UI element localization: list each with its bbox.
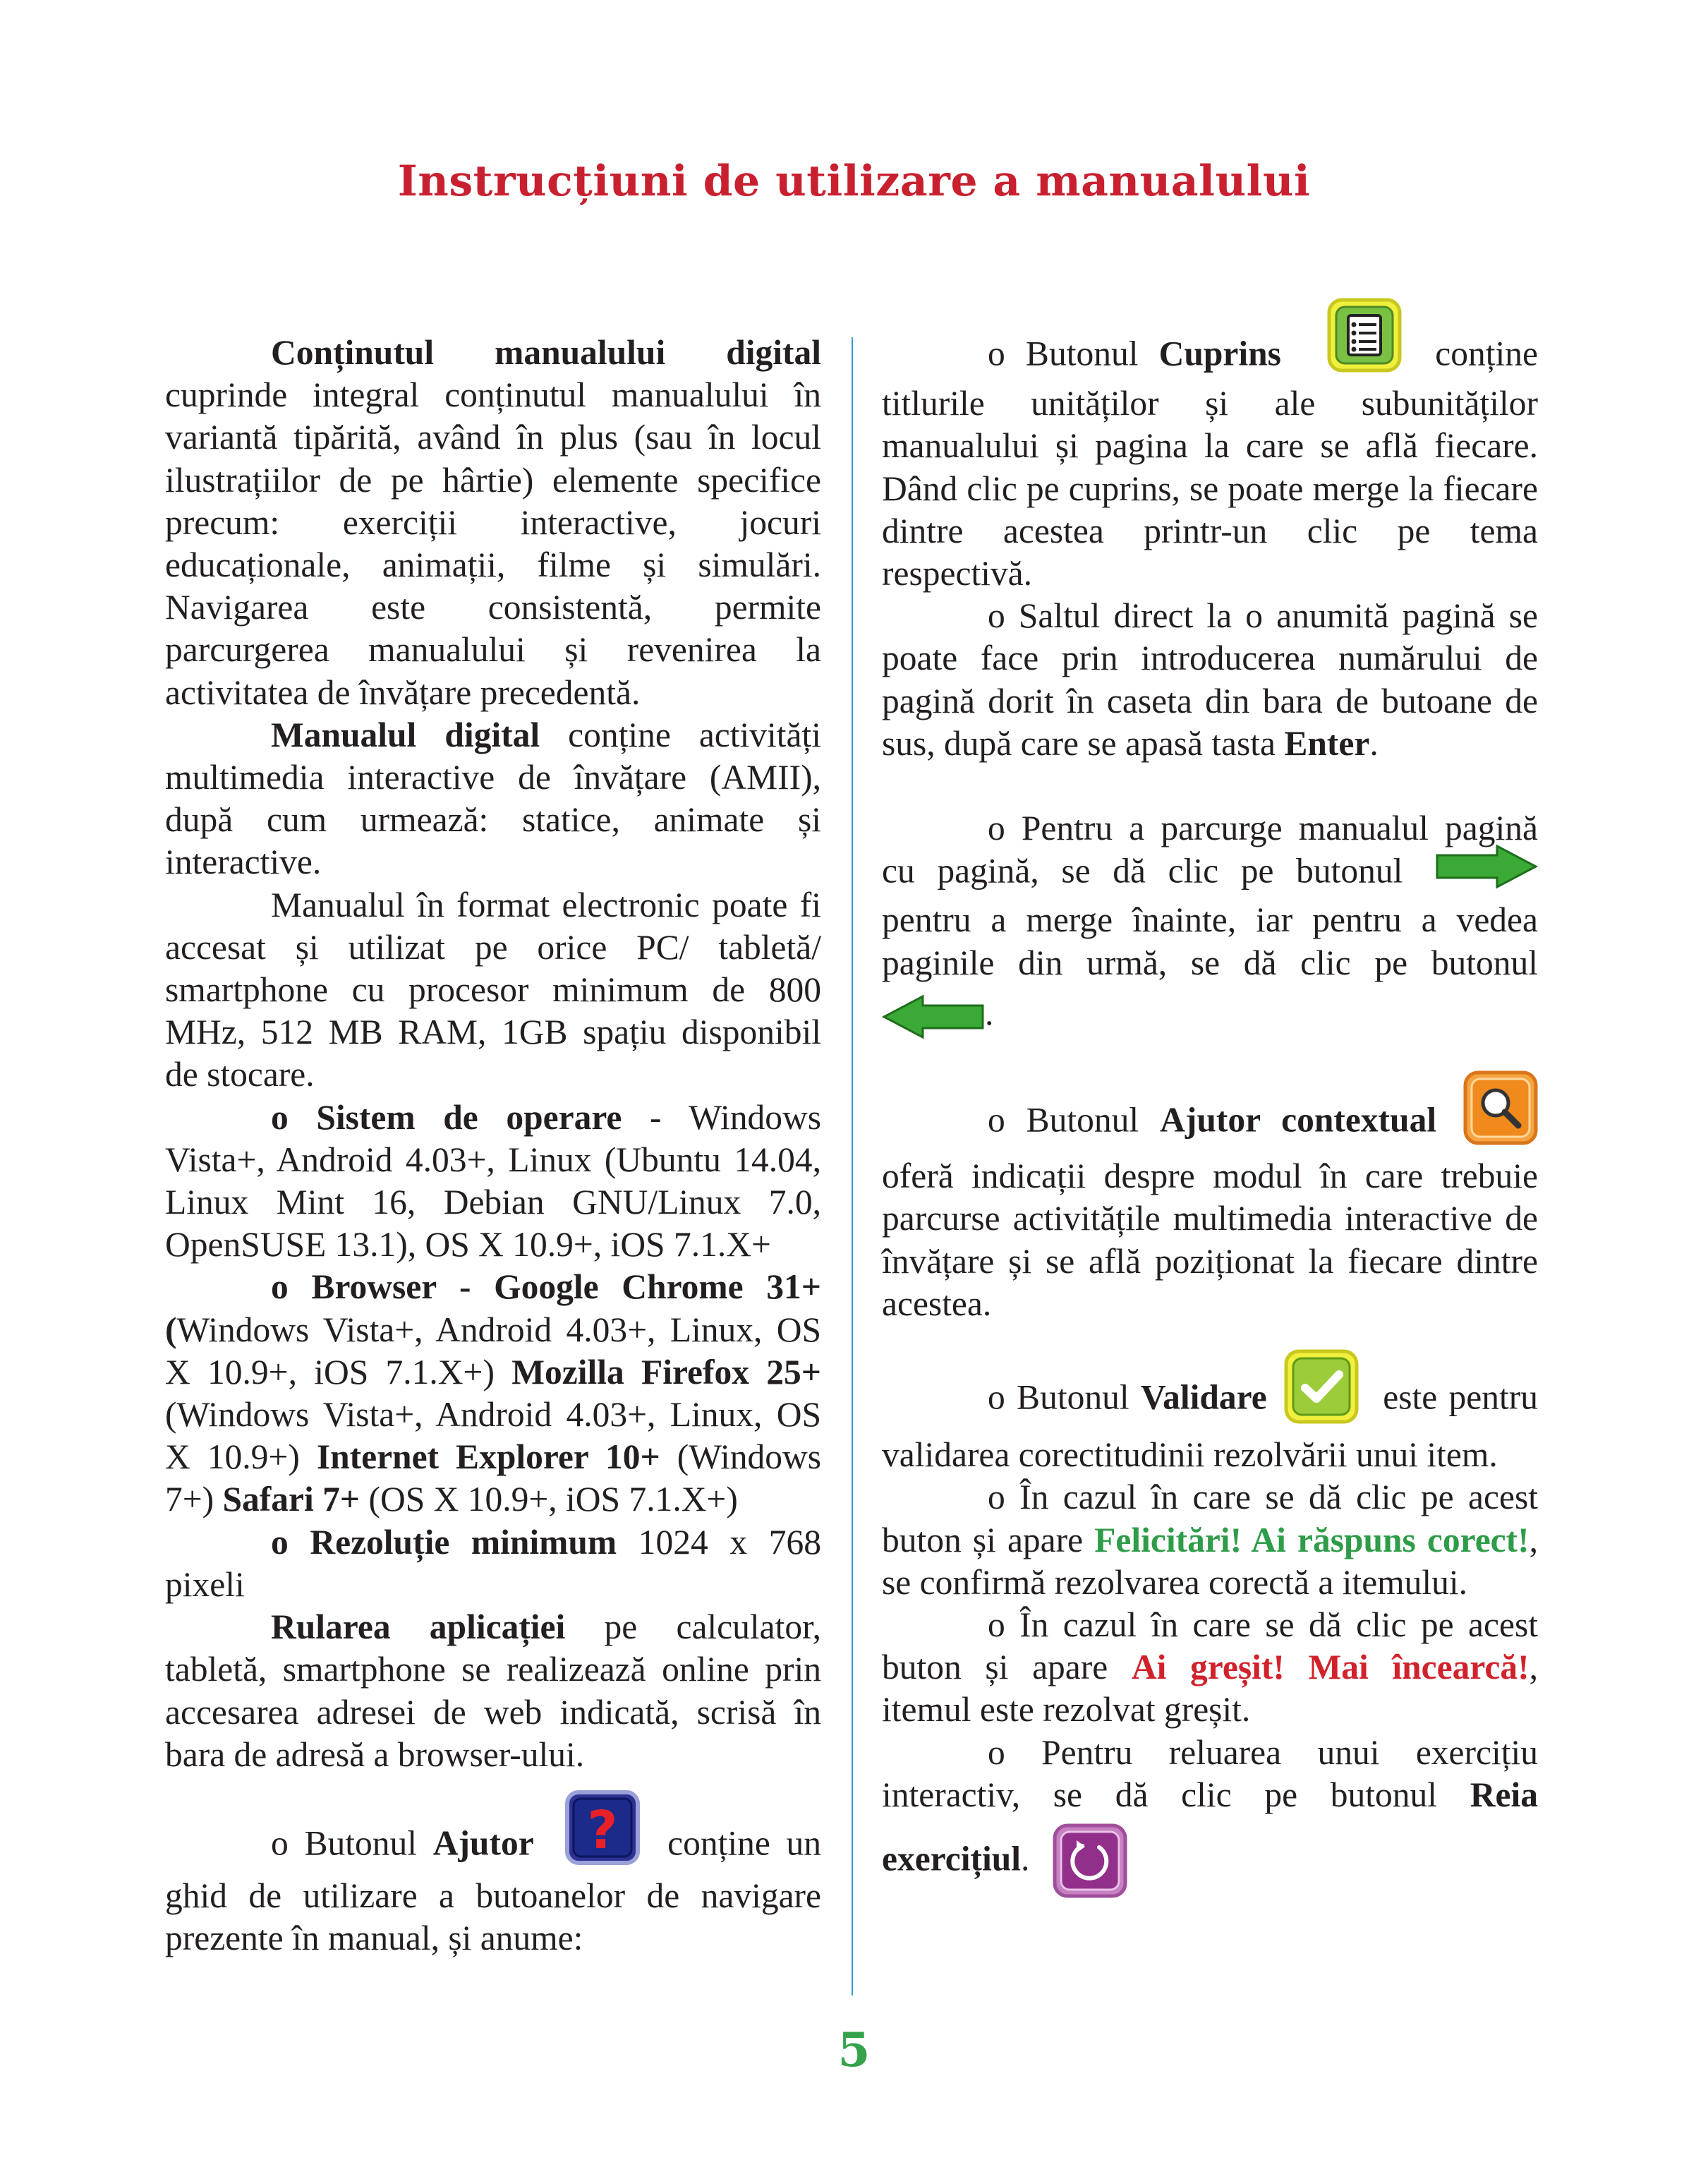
error-message: Ai greșit! Mai încearcă! (1131, 1648, 1530, 1687)
paragraph-navigation: o Pentru a parcurge manualul pagină cu pagină, se dă clic pe butonul pentru a merge înainte, iar pentru a vedea paginile din urmă, se dă clic pe butonul . (882, 807, 1538, 1049)
paragraph-validate-button: o Butonul Validare este pentru validarea corectitudinii rezolvării unui item. (882, 1368, 1538, 1476)
paragraph-jump-page: o Saltul direct la o anumită pagină se poate face prin introducerea numărului de pagină dorit în caseta din bara de butoane de sus, după care se apasă tasta Enter. (882, 596, 1538, 763)
paragraph-digital-manual: Manualul digital conține activități multimedia interactive de învățare (AMII), după cum urmează: statice, animate și interactive. (165, 715, 822, 882)
page-title: Instrucțiuni de utilizare a manualului (397, 157, 1311, 206)
paragraph-digital-content: Conținutul manualului digital cuprinde integral conținutul manualului în variantă tipărită, având în plus (sau în locul ilustrațiilor de pe hârtie) elemente specifice precum: exerciții interactive, jocuri educaționale, animații, filme și simulări. Navigarea este consistentă, permite parcurgerea manualului și revenirea la activitatea de învățare precedentă. (165, 333, 821, 712)
paragraph-retry: o Pentru reluarea unui exercițiu interactiv, se dă clic pe butonul Reia exercițiul. (882, 1732, 1538, 1909)
paragraph-running: Rularea aplicației pe calculator, tabletă, smartphone se realizează online prin accesarea adresei de web indicată, scrisă în bara de adresă a browser-ului. (165, 1607, 821, 1774)
paragraph-os: o Sistem de operare - Windows Vista+, Android 4.03+, Linux (Ubuntu 14.04, Linux Mint 16, Debian GNU/Linux 7.0, OpenSUSE 13.1), OS X 10.9+, iOS 7.1.X+ (165, 1097, 821, 1264)
paragraph-resolution: o Rezoluție minimum 1024 x 768 pixeli (165, 1522, 821, 1604)
paragraph-wrong: o În cazul în care se dă clic pe acest buton și apare Ai greșit! Mai încearcă!, itemul este rezolvat greșit. (882, 1605, 1538, 1730)
svg-text:?: ? (587, 1799, 618, 1861)
list-icon[interactable] (1327, 298, 1402, 382)
right-column (882, 332, 1538, 1908)
arrow-right-icon[interactable] (1435, 844, 1538, 899)
paragraph-contents-button: o Butonul Cuprins conține titlurile unităților și ale subunităților manualului și pagina la care se află fiecare. Dând clic pe cuprins, se poate merge la fiecare dintre acestea printr-un clic pe tema respectivă. (882, 332, 1538, 595)
left-column (165, 332, 821, 1960)
retry-icon[interactable] (1053, 1823, 1127, 1908)
magnifier-icon[interactable] (1463, 1070, 1538, 1155)
success-message: Felicitări! Ai răspuns corect! (1094, 1520, 1530, 1559)
column-divider (852, 337, 853, 1996)
question-mark-icon[interactable] (565, 1790, 640, 1875)
checkmark-icon[interactable] (1284, 1349, 1359, 1434)
paragraph-requirements: Manualul în format electronic poate fi accesat și utilizat pe orice PC/ tabletă/ smartphone cu procesor minimum de 800 MHz, 512 MB RAM, 1GB spațiu disponibil de stocare. (165, 885, 821, 1094)
paragraph-browser: o Browser - Google Chrome 31+ (Windows Vista+, Android 4.03+, Linux, OS X 10.9+, iOS 7.1.X+) Mozilla Firefox 25+ (Windows Vista+, Android 4.03+, Linux, OS X 10.9+) Internet Explorer 10+ (Windows 7+) Safari 7+ (OS X 10.9+, iOS 7.1.X+) (165, 1267, 821, 1519)
paragraph-help-button: o Butonul Ajutor ? conține un ghid de utilizare a butoanelor de navigare prezente în manual, și anume: (165, 1818, 821, 1960)
arrow-left-icon[interactable] (882, 994, 985, 1049)
paragraph-correct: o În cazul în care se dă clic pe acest buton și apare Felicitări! Ai răspuns corect!, se confirmă rezolvarea corectă a itemului. (882, 1478, 1538, 1602)
page-number: 5 (837, 2022, 871, 2077)
paragraph-contextual-help: o Butonul Ajutor contextual oferă indicații despre modul în care trebuie parcurse activitățile multimedia interactive de învățare și se află poziționat la fiecare dintre acestea. (882, 1092, 1538, 1325)
